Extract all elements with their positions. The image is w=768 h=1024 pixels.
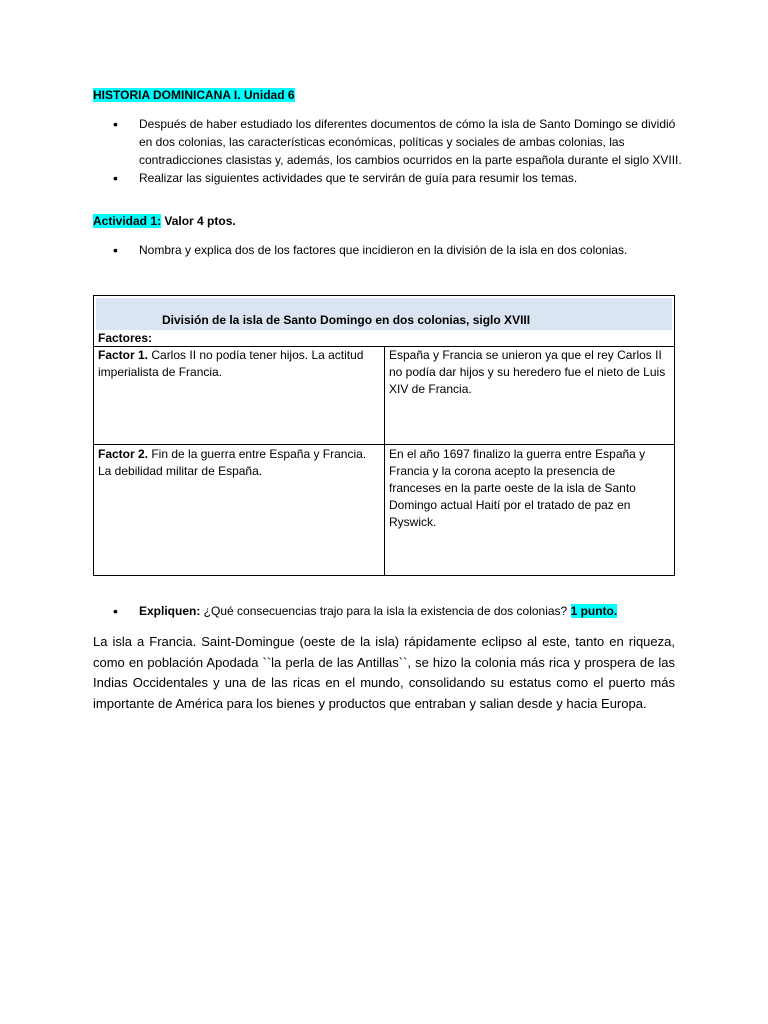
- document-title: [93, 88, 295, 103]
- activity-value: Valor 4 ptos.: [161, 214, 236, 228]
- question-bullet-list: [93, 602, 683, 620]
- document-title-text: HISTORIA DOMINICANA I. Unidad 6: [93, 88, 295, 102]
- factor-2-explanation: En el año 1697 finalizo la guerra entre España y Francia y la corona acepto la presencia de franceses en la parte oeste de la isla de Santo Domingo actual Haití por el tratado de paz en Ryswick.: [389, 447, 646, 529]
- intro-bullet-item: • Después de haber estudiado los diferentes documentos de cómo la isla de Santo Domingo se dividió en dos colonias, las características económicas, políticas y sociales de ambas colonias, las contradicciones clasistas y, además, los cambios ocurridos en la parte española durante el siglo XVIII.: [93, 115, 683, 169]
- table-heading: División de la isla de Santo Domingo en dos colonias, siglo XVIII: [162, 313, 531, 327]
- table-factores-label: Factores:: [98, 331, 153, 345]
- intro-bullet-list: [93, 115, 683, 187]
- activity-instruction: • Nombra y explica dos de los factores que incidieron en la división de la isla en dos colonias.: [93, 241, 683, 259]
- question-item: [93, 602, 683, 620]
- question-points: 1 punto.: [570, 604, 618, 618]
- intro-bullet-item: • Realizar las siguientes actividades que te servirán de guía para resumir los temas.: [93, 169, 683, 187]
- factor-2-text: Fin de la guerra entre España y Francia. La debilidad militar de España.: [98, 447, 367, 478]
- factors-table: [93, 295, 675, 576]
- answer-paragraph: La isla a Francia. Saint-Domingue (oeste de la isla) rápidamente eclipso al este, tanto en riqueza, como en población Apodada ``la perla de las Antillas``, se hizo la colonia más rica y prospera de las Indias Occidentales y una de las ricas en el mundo, consolidando su estatus como el puerto más importante de América para los bienes y productos que entraban y salian desde y hacia Europa.: [93, 634, 675, 711]
- question-text: ¿Qué consecuencias trajo para la isla la existencia de dos colonias?: [200, 604, 571, 618]
- factor-1-text: Carlos II no podía tener hijos. La actitud imperialista de Francia.: [98, 348, 364, 379]
- factor-1-explanation: España y Francia se unieron ya que el rey Carlos II no podía dar hijos y su heredero fue el nieto de Luis XIV de Francia.: [389, 348, 666, 396]
- activity-label: Actividad 1:: [93, 214, 162, 228]
- question-label: Expliquen:: [139, 604, 201, 618]
- factor-1-cell: [98, 347, 378, 381]
- factor-1-label: Factor 1.: [98, 348, 149, 362]
- activity-bullet-list: [93, 241, 683, 259]
- table-column-divider: [384, 346, 385, 576]
- factor-2-cell: [98, 446, 378, 480]
- factor-2-label: Factor 2.: [98, 447, 149, 461]
- activity-heading: [93, 214, 236, 229]
